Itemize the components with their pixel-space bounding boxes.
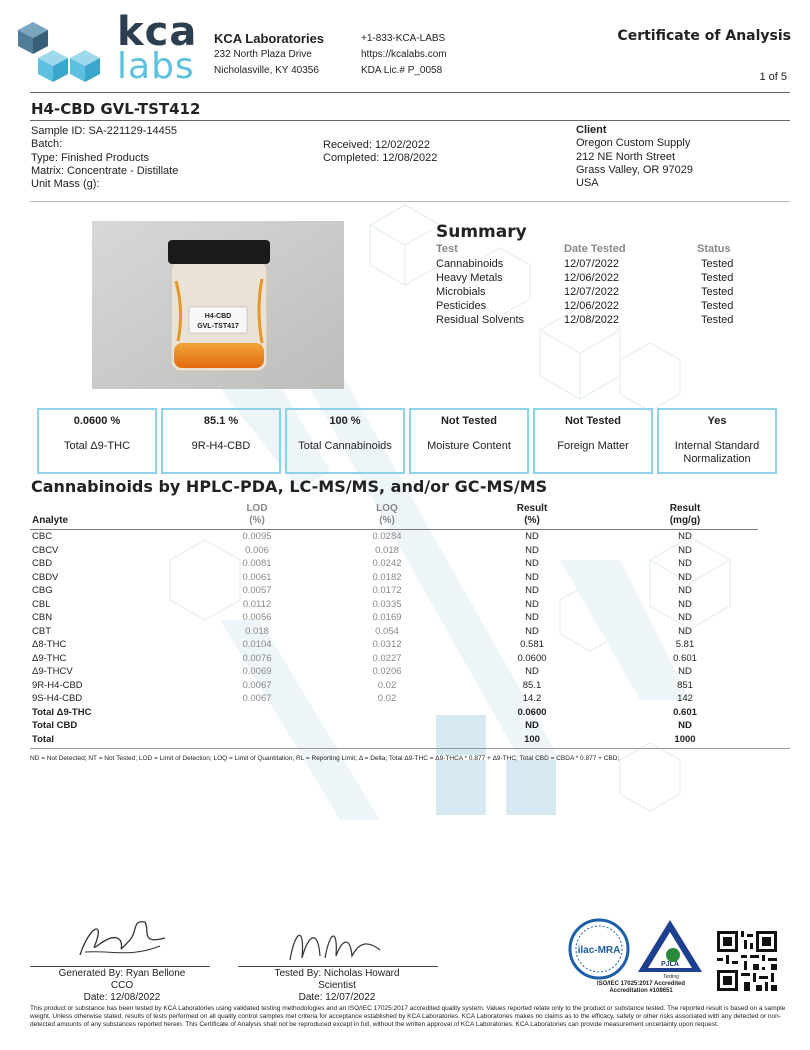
result-box-label: Moisture Content xyxy=(427,440,511,452)
table-header-row xyxy=(30,503,758,530)
sample-id: Sample ID: SA-221129-14455 xyxy=(31,125,177,137)
summary-header-test: Test xyxy=(436,243,458,255)
loq-cell xyxy=(322,733,452,747)
result-box-total-cannabinoids xyxy=(285,408,405,474)
loq-cell: 0.054 xyxy=(375,625,399,637)
table-row xyxy=(30,571,758,585)
lod-cell: 0.0112 xyxy=(242,598,272,610)
lod-cell: 0.0061 xyxy=(242,571,272,583)
cannabinoids-title: Cannabinoids by HPLC-PDA, LC-MS/MS, and/or GC-MS/MS xyxy=(31,477,548,496)
product-photo xyxy=(92,221,344,389)
result-box-moisture xyxy=(409,408,529,474)
lod-cell: 0.0067 xyxy=(242,693,272,705)
result-box-value: Yes xyxy=(707,415,727,427)
analyte-cell: CBC xyxy=(32,531,53,543)
sample-info xyxy=(31,125,178,191)
accreditation-number: Accreditation #108651 xyxy=(609,988,673,994)
result-mg-cell: ND xyxy=(678,666,692,678)
ilac-text: ilac-MRA xyxy=(577,945,621,956)
result-mg-cell: 1000 xyxy=(674,733,696,745)
jar-label-line1: H4-CBD xyxy=(204,313,232,320)
result-box-value: Not Tested xyxy=(564,415,622,427)
lab-address1: 232 North Plaza Drive xyxy=(214,49,312,60)
pjla-subtext: Testing xyxy=(663,974,679,980)
col-result-mg: Result (mg/g) xyxy=(669,503,701,526)
ilac-mra-logo xyxy=(568,918,630,980)
result-box-foreign-matter xyxy=(533,408,653,474)
pjla-text: PJLA xyxy=(661,961,679,968)
result-box-value: 85.1 % xyxy=(203,415,239,427)
loq-cell: 0.0227 xyxy=(372,652,402,664)
lod-cell: 0.0104 xyxy=(242,639,272,651)
lod-cell: 0.0069 xyxy=(242,666,272,678)
loq-cell: 0.018 xyxy=(375,544,399,556)
table-row xyxy=(30,557,758,571)
table-total-row xyxy=(30,733,758,747)
summary-row-date: 12/07/2022 xyxy=(564,258,620,270)
summary-header-status: Status xyxy=(697,243,731,255)
sample-unit-mass: Unit Mass (g): xyxy=(31,178,100,191)
table-total-row xyxy=(30,719,758,733)
analyte-cell: Δ8-THC xyxy=(32,639,67,651)
signature-block-generated xyxy=(30,968,214,1004)
summary-row-date: 12/07/2022 xyxy=(564,286,620,298)
result-mg-cell: 0.601 xyxy=(673,652,697,664)
summary-test-column xyxy=(436,257,524,327)
loq-cell: 0.02 xyxy=(377,679,397,691)
analyte-cell: Total CBD xyxy=(32,720,78,732)
logo-kca-text: kca xyxy=(117,9,198,55)
loq-cell: 0.0312 xyxy=(372,639,402,651)
summary-row-date: 12/06/2022 xyxy=(564,300,620,312)
signature-block-tested xyxy=(238,968,436,1004)
jar-label-line2: GVL-TST417 xyxy=(197,323,239,330)
lod-cell: 0.0057 xyxy=(242,585,272,597)
table-row xyxy=(30,625,758,639)
summary-header-date: Date Tested xyxy=(564,243,626,255)
lod-cell: 0.0056 xyxy=(242,612,272,624)
lab-website: https://kcalabs.com xyxy=(361,49,447,60)
summary-row-test: Pesticides xyxy=(436,300,487,312)
loq-cell: 0.0206 xyxy=(372,666,402,678)
table-total-row xyxy=(30,706,758,720)
result-mg-cell: ND xyxy=(678,720,692,732)
analyte-cell: CBT xyxy=(32,625,51,637)
result-pct-cell: ND xyxy=(525,544,539,556)
table-row xyxy=(30,611,758,625)
sample-type: Type: Finished Products xyxy=(31,151,150,164)
loq-cell: 0.0284 xyxy=(372,531,402,543)
result-pct-cell: ND xyxy=(525,585,539,597)
result-mg-cell: 851 xyxy=(677,679,693,691)
summary-date-column xyxy=(564,257,619,327)
lab-phone: +1-833-KCA-LABS xyxy=(361,33,446,44)
result-box-label: Internal Standard Normalization xyxy=(674,440,760,465)
col-analyte: Analyte xyxy=(32,515,69,526)
sample-batch: Batch: xyxy=(31,138,63,151)
analyte-cell: Δ9-THCV xyxy=(32,666,73,678)
summary-row-status: Tested xyxy=(701,286,734,298)
result-box-value: 100 % xyxy=(329,415,361,427)
result-pct-cell: ND xyxy=(525,666,539,678)
result-box-label: Total Δ9-THC xyxy=(63,440,131,452)
result-pct-cell: ND xyxy=(525,598,539,610)
lod-cell: 0.0076 xyxy=(242,652,272,664)
result-mg-cell: 142 xyxy=(677,693,693,705)
generated-date: Date: 12/08/2022 xyxy=(83,992,161,1003)
product-title: H4-CBD GVL-TST412 xyxy=(31,100,201,118)
lod-cell: 0.0081 xyxy=(242,558,272,570)
summary-row-test: Microbials xyxy=(436,286,486,298)
lod-cell: 0.0067 xyxy=(242,679,272,691)
table-row xyxy=(30,544,758,558)
col-loq: LOQ (%) xyxy=(376,503,398,526)
lab-license: KDA Lic.# P_0058 xyxy=(361,65,443,76)
summary-status-column xyxy=(701,257,733,327)
kca-logo-cubes xyxy=(18,18,114,86)
result-mg-cell: ND xyxy=(678,625,692,637)
client-city: Grass Valley, OR 97029 xyxy=(576,163,693,176)
result-box-label: Foreign Matter xyxy=(557,440,629,452)
iso-text: ISO/IEC 17025:2017 Accredited xyxy=(596,981,686,987)
disclaimer: This product or substance has been tested by KCA Laboratories using validated testing methodologies and an ISO/IEC 17025:2017 accredited quality system. Values reported relate only to the product or substance tested. The reported result is based on a sample weight. Unless otherwise stated, results of tests performed on all quality control samples met criteria for acceptance established by KCA Laboratories. KCA Laboratories makes no claims as to the efficacy, safety or other risks associated with any detected or non-detected amounts of any substances reported herein. This Certificate of Analysis shall not be reproduced except in full, without the written approval of KCA Laboratories. KCA Laboratories can provide measurement uncertainty upon request. xyxy=(30,1005,786,1028)
result-mg-cell: ND xyxy=(678,544,692,556)
signature-ryan-bellone xyxy=(70,910,180,968)
table-row xyxy=(30,652,758,666)
table-row xyxy=(30,530,758,544)
lod-cell: 0.018 xyxy=(245,625,269,637)
result-pct-cell: 0.581 xyxy=(520,639,544,651)
result-mg-cell: 5.81 xyxy=(675,639,695,651)
lod-cell xyxy=(192,719,322,733)
analyte-cell: Δ9-THC xyxy=(32,652,67,664)
summary-title: Summary xyxy=(436,222,527,242)
lod-cell xyxy=(192,706,322,720)
result-box-label: 9R-H4-CBD xyxy=(191,440,251,452)
tested-date: Date: 12/07/2022 xyxy=(298,992,376,1003)
generated-role: CCO xyxy=(110,980,134,991)
lod-cell xyxy=(192,733,322,747)
lod-cell: 0.0095 xyxy=(242,531,272,543)
received-date: Received: 12/02/2022 xyxy=(323,139,431,151)
result-pct-cell: 100 xyxy=(524,733,540,745)
table-row xyxy=(30,679,758,693)
result-pct-cell: 14.2 xyxy=(522,693,542,705)
result-pct-cell: ND xyxy=(525,571,539,583)
analyte-cell: CBN xyxy=(32,612,53,624)
result-box-label: Total Cannabinoids xyxy=(298,440,392,452)
page-number: 1 of 5 xyxy=(759,71,787,83)
table-row xyxy=(30,665,758,679)
logo-labs-text: labs xyxy=(117,46,195,87)
result-box-total-thc xyxy=(37,408,157,474)
result-pct-cell: ND xyxy=(525,612,539,624)
cannabinoids-table-body xyxy=(30,530,758,747)
table-row xyxy=(30,638,758,652)
summary-row-test: Heavy Metals xyxy=(436,272,503,284)
sample-matrix: Matrix: Concentrate - Distillate xyxy=(31,164,179,177)
result-mg-cell: ND xyxy=(678,571,692,583)
sample-dates xyxy=(323,139,437,166)
col-lod: LOD (%) xyxy=(246,503,268,526)
cannabinoids-footnote: ND = Not Detected; NT = Not Tested; LOD = Limit of Detection; LOQ = Limit of Quantitation; RL = Reporting Limit; Δ = Delta; Total Δ9-THC = Δ9-THCA * 0.877 + Δ9-THC; Total CBD = CBDA * 0.877 + CBD; xyxy=(30,755,620,762)
analyte-cell: CBDV xyxy=(32,571,59,583)
loq-cell: 0.0169 xyxy=(372,612,402,624)
analyte-cell: Total Δ9-THC xyxy=(32,706,92,718)
analyte-cell: CBD xyxy=(32,558,53,570)
result-mg-cell: ND xyxy=(678,598,692,610)
client-heading: Client xyxy=(576,124,607,136)
loq-cell: 0.02 xyxy=(377,693,397,705)
loq-cell: 0.0172 xyxy=(372,585,402,597)
pjla-logo xyxy=(636,918,704,974)
analyte-cell: CBCV xyxy=(32,544,59,556)
lod-cell: 0.006 xyxy=(245,544,269,556)
table-row xyxy=(30,598,758,612)
result-pct-cell: 0.0600 xyxy=(517,706,547,718)
summary-row-status: Tested xyxy=(701,314,734,326)
signature-nicholas-howard xyxy=(280,920,390,968)
summary-row-test: Cannabinoids xyxy=(436,258,504,270)
summary-row-status: Tested xyxy=(701,272,734,284)
result-pct-cell: ND xyxy=(525,531,539,543)
result-pct-cell: 0.0600 xyxy=(517,652,547,664)
lab-name: KCA Laboratories xyxy=(214,31,325,46)
analyte-cell: Total xyxy=(32,733,54,745)
loq-cell: 0.0182 xyxy=(372,571,402,583)
analyte-cell: CBG xyxy=(32,585,53,597)
loq-cell: 0.0335 xyxy=(372,598,402,610)
result-mg-cell: 0.601 xyxy=(673,706,697,718)
result-mg-cell: ND xyxy=(678,531,692,543)
result-box-value: Not Tested xyxy=(440,415,498,427)
result-box-internal-standard xyxy=(657,408,777,474)
lab-address2: Nicholasville, KY 40356 xyxy=(214,65,319,76)
tested-role: Scientist xyxy=(318,980,356,991)
client-street: 212 NE North Street xyxy=(576,150,676,163)
result-mg-cell: ND xyxy=(678,612,692,624)
summary-row-status: Tested xyxy=(701,258,734,270)
loq-cell xyxy=(322,719,452,733)
summary-row-date: 12/08/2022 xyxy=(564,314,620,326)
completed-date: Completed: 12/08/2022 xyxy=(323,152,438,165)
result-pct-cell: 85.1 xyxy=(522,679,542,691)
table-row xyxy=(30,692,758,706)
summary-row-date: 12/06/2022 xyxy=(564,272,620,284)
client-country: USA xyxy=(576,177,599,190)
doc-title: Certificate of Analysis xyxy=(617,28,791,44)
result-pct-cell: ND xyxy=(525,720,539,732)
summary-row-test: Residual Solvents xyxy=(436,314,525,326)
tested-by: Tested By: Nicholas Howard xyxy=(274,968,400,979)
generated-by: Generated By: Ryan Bellone xyxy=(58,968,186,979)
result-box-9r-h4-cbd xyxy=(161,408,281,474)
table-row xyxy=(30,584,758,598)
qr-code-icon[interactable] xyxy=(714,928,780,994)
loq-cell xyxy=(322,706,452,720)
col-result-pct: Result (%) xyxy=(516,503,548,526)
analyte-cell: 9R-H4-CBD xyxy=(32,679,83,691)
summary-row-status: Tested xyxy=(701,300,734,312)
client-name: Oregon Custom Supply xyxy=(576,137,691,150)
result-pct-cell: ND xyxy=(525,558,539,570)
iso-accreditation xyxy=(566,981,716,995)
result-mg-cell: ND xyxy=(678,585,692,597)
loq-cell: 0.0242 xyxy=(372,558,402,570)
result-box-value: 0.0600 % xyxy=(73,415,121,427)
result-mg-cell: ND xyxy=(678,558,692,570)
cannabinoids-table xyxy=(30,503,758,746)
analyte-cell: CBL xyxy=(32,598,51,610)
result-pct-cell: ND xyxy=(525,625,539,637)
analyte-cell: 9S-H4-CBD xyxy=(32,693,83,705)
client-info xyxy=(576,124,693,190)
